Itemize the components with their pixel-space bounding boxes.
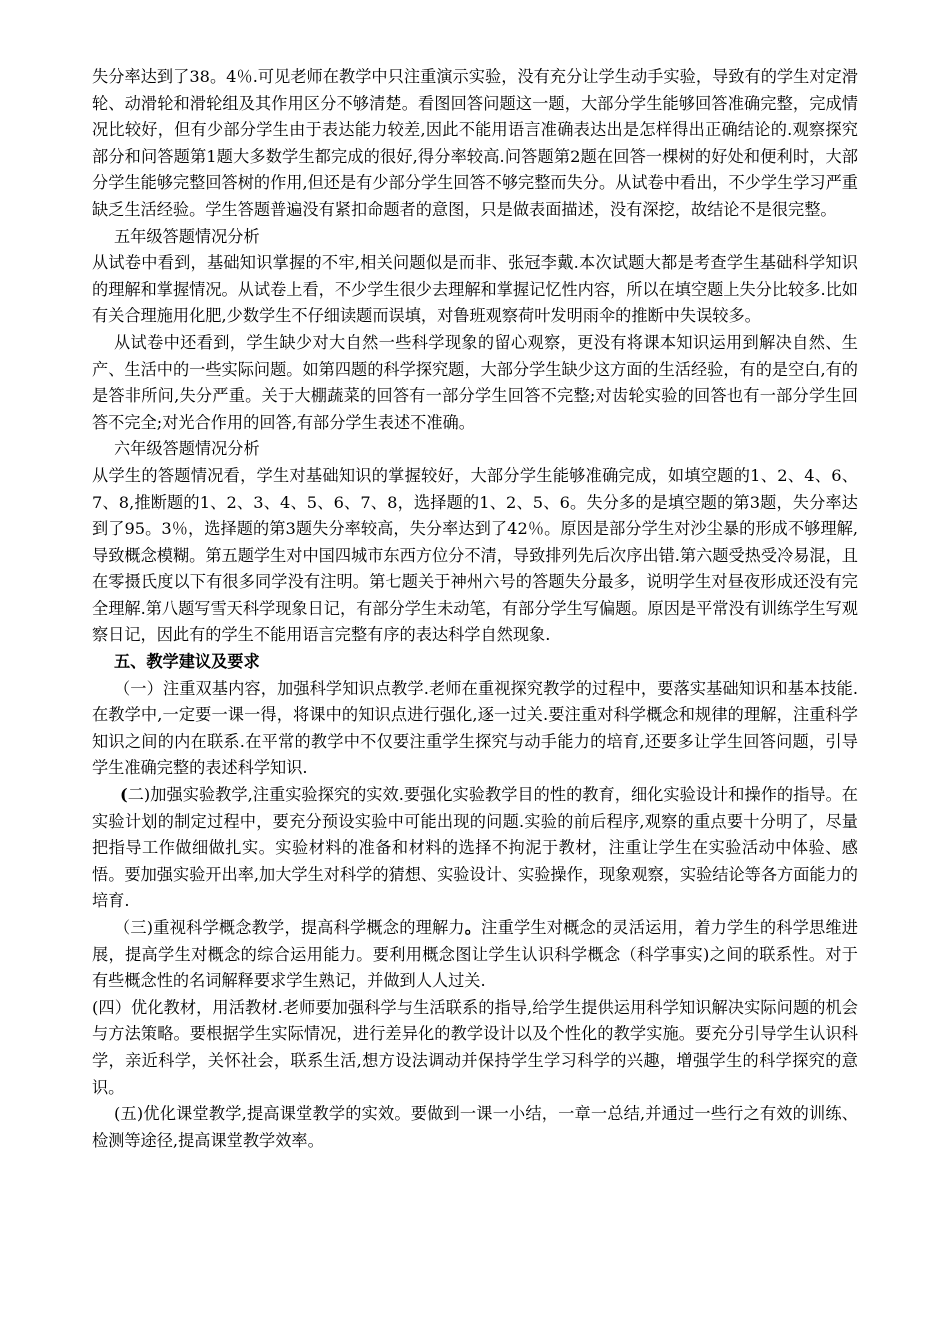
grade4-analysis-paragraph: 失分率达到了38。4％.可见老师在教学中只注重演示实验，没有充分让学生动手实验，导致有的学生对定滑轮、动滑轮和滑轮组及其作用区分不够清楚。看图回答问题这一题，大部分学生能够回答准确完整，完成情况比较好，但有少部分学生由于表达能力较差,因此不能用语言准确表达出是怎样得出正确结论的.观察探究部分和问答题第1题大多数学生都完成的很好,得分率较高.问答题第2题在回答一棵树的好处和便利时，大部分学生能够完整回答树的作用,但还是有少部分学生回答不够完整而失分。从试卷中看出，不少学生学习严重缺乏生活经验。学生答题普遍没有紧扣命题者的意图，只是做表面描述，没有深挖，故结论不是很完整。 <box>92 67 858 219</box>
suggestion-3-heading: （三)重视科学概念教学，提高科学概念的理解力 <box>114 918 465 937</box>
suggestion-2-text: 二)加强实验教学,注重实验探究的实效.要强化实验教学目的性的教育，细化实验设计和操作的指导。在实验计划的制定过程中，要充分预设实验中可能出现的问题.实验的前后程序,观察的重点要十分明了，尽量把指导工作做细做扎实。实验材料的准备和材料的选择不拘泥于教材，注重让学生在实验活动中体验、感悟。要加强实验开出率,加大学生对科学的猜想、实验设计、实验操作，现象观察，实验结论等各方面能力的培育. <box>92 785 858 911</box>
suggestion-2-paragraph <box>92 782 858 915</box>
grade5-analysis-paragraph-2: 从试卷中还看到，学生缺少对大自然一些科学现象的留心观察，更没有将课本知识运用到解决自然、生产、生活中的一些实际问题。如第四题的科学探究题，大部分学生缺少这方面的生活经验，有的是空白,有的是答非所问,失分严重。关于大棚蔬菜的回答有一部分学生回答不完整;对齿轮实验的回答也有一部分学生回答不完全;对光合作用的回答,有部分学生表述不准确。 <box>92 332 858 432</box>
document-page <box>92 64 858 1154</box>
suggestion-1-paragraph: （一）注重双基内容，加强科学知识点教学.老师在重视探究教学的过程中，要落实基础知识和基本技能.在教学中,一定要一课一得，将课中的知识点进行强化,逐一过关.要注重对科学概念和规律的理解，注重科学知识之间的内在联系.在平常的教学中不仅要注重学生探究与动手能力的培育,还要多让学生回答问题，引导学生准确完整的表述科学知识. <box>92 678 858 778</box>
grade5-section-title: 五年级答题情况分析 <box>114 226 260 246</box>
grade6-section-title: 六年级答题情况分析 <box>114 439 260 459</box>
suggestion-2-open-paren: ( <box>120 785 128 805</box>
suggestion-5-paragraph: (五)优化课堂教学,提高课堂教学的实效。要做到一课一小结，一章一总结,并通过一些行之有效的训练、检测等途径,提高课堂教学效率。 <box>92 1104 858 1150</box>
suggestion-4-paragraph: (四）优化教材，用活教材.老师要加强科学与生活联系的指导,给学生提供运用科学知识解决实际问题的机会与方法策略。要根据学生实际情况，进行差异化的教学设计以及个性化的教学实施。要充分引导学生认识科学，亲近科学，关怀社会，联系生活,想方设法调动并保持学生学习科学的兴趣，增强学生的科学探究的意识。 <box>92 997 858 1097</box>
grade5-analysis-paragraph-1: 从试卷中看到，基础知识掌握的不牢,相关问题似是而非、张冠李戴.本次试题大都是考查学生基础科学知识的理解和掌握情况。从试卷上看，不少学生很少去理解和掌握记忆性内容，所以在填空题上失分比较多.比如有关合理施用化肥,少数学生不仔细读题而误填，对鲁班观察荷叶发明雨伞的推断中失误较多。 <box>92 253 858 326</box>
section-five-heading: 五、教学建议及要求 <box>114 652 260 672</box>
suggestion-3-period: 。 <box>464 918 482 937</box>
grade6-analysis-paragraph: 从学生的答题情况看，学生对基础知识的掌握较好，大部分学生能够准确完成，如填空题的1、2、4、6、7、8,推断题的1、2、3、4、5、6、7、8，选择题的1、2、5、6。失分多的是填空题的第3题，失分率达到了95。3％，选择题的第3题失分率较高，失分率达到了42％。原因是部分学生对沙尘暴的形成不够理解,导致概念模糊。第五题学生对中国四城市东西方位分不清，导致排列先后次序出错.第六题受热受冷易混，且在零摄氏度以下有很多同学没有注明。第七题关于神州六号的答题失分最多，说明学生对昼夜形成还没有完全理解.第八题写雪天科学现象日记，有部分学生未动笔，有部分学生写偏题。原因是平常没有训练学生写观察日记，因此有的学生不能用语言完整有序的表达科学自然现象. <box>92 465 858 645</box>
suggestion-3-text: 注重学生对概念的灵活运用，着力学生的科学思维进展，提高学生对概念的综合运用能力。要利用概念图让学生认识科学概念（科学事实)之间的联系性。对于有些概念性的名词解释要求学生熟记，并做到人人过关. <box>92 918 858 991</box>
suggestion-3-paragraph <box>92 915 858 995</box>
